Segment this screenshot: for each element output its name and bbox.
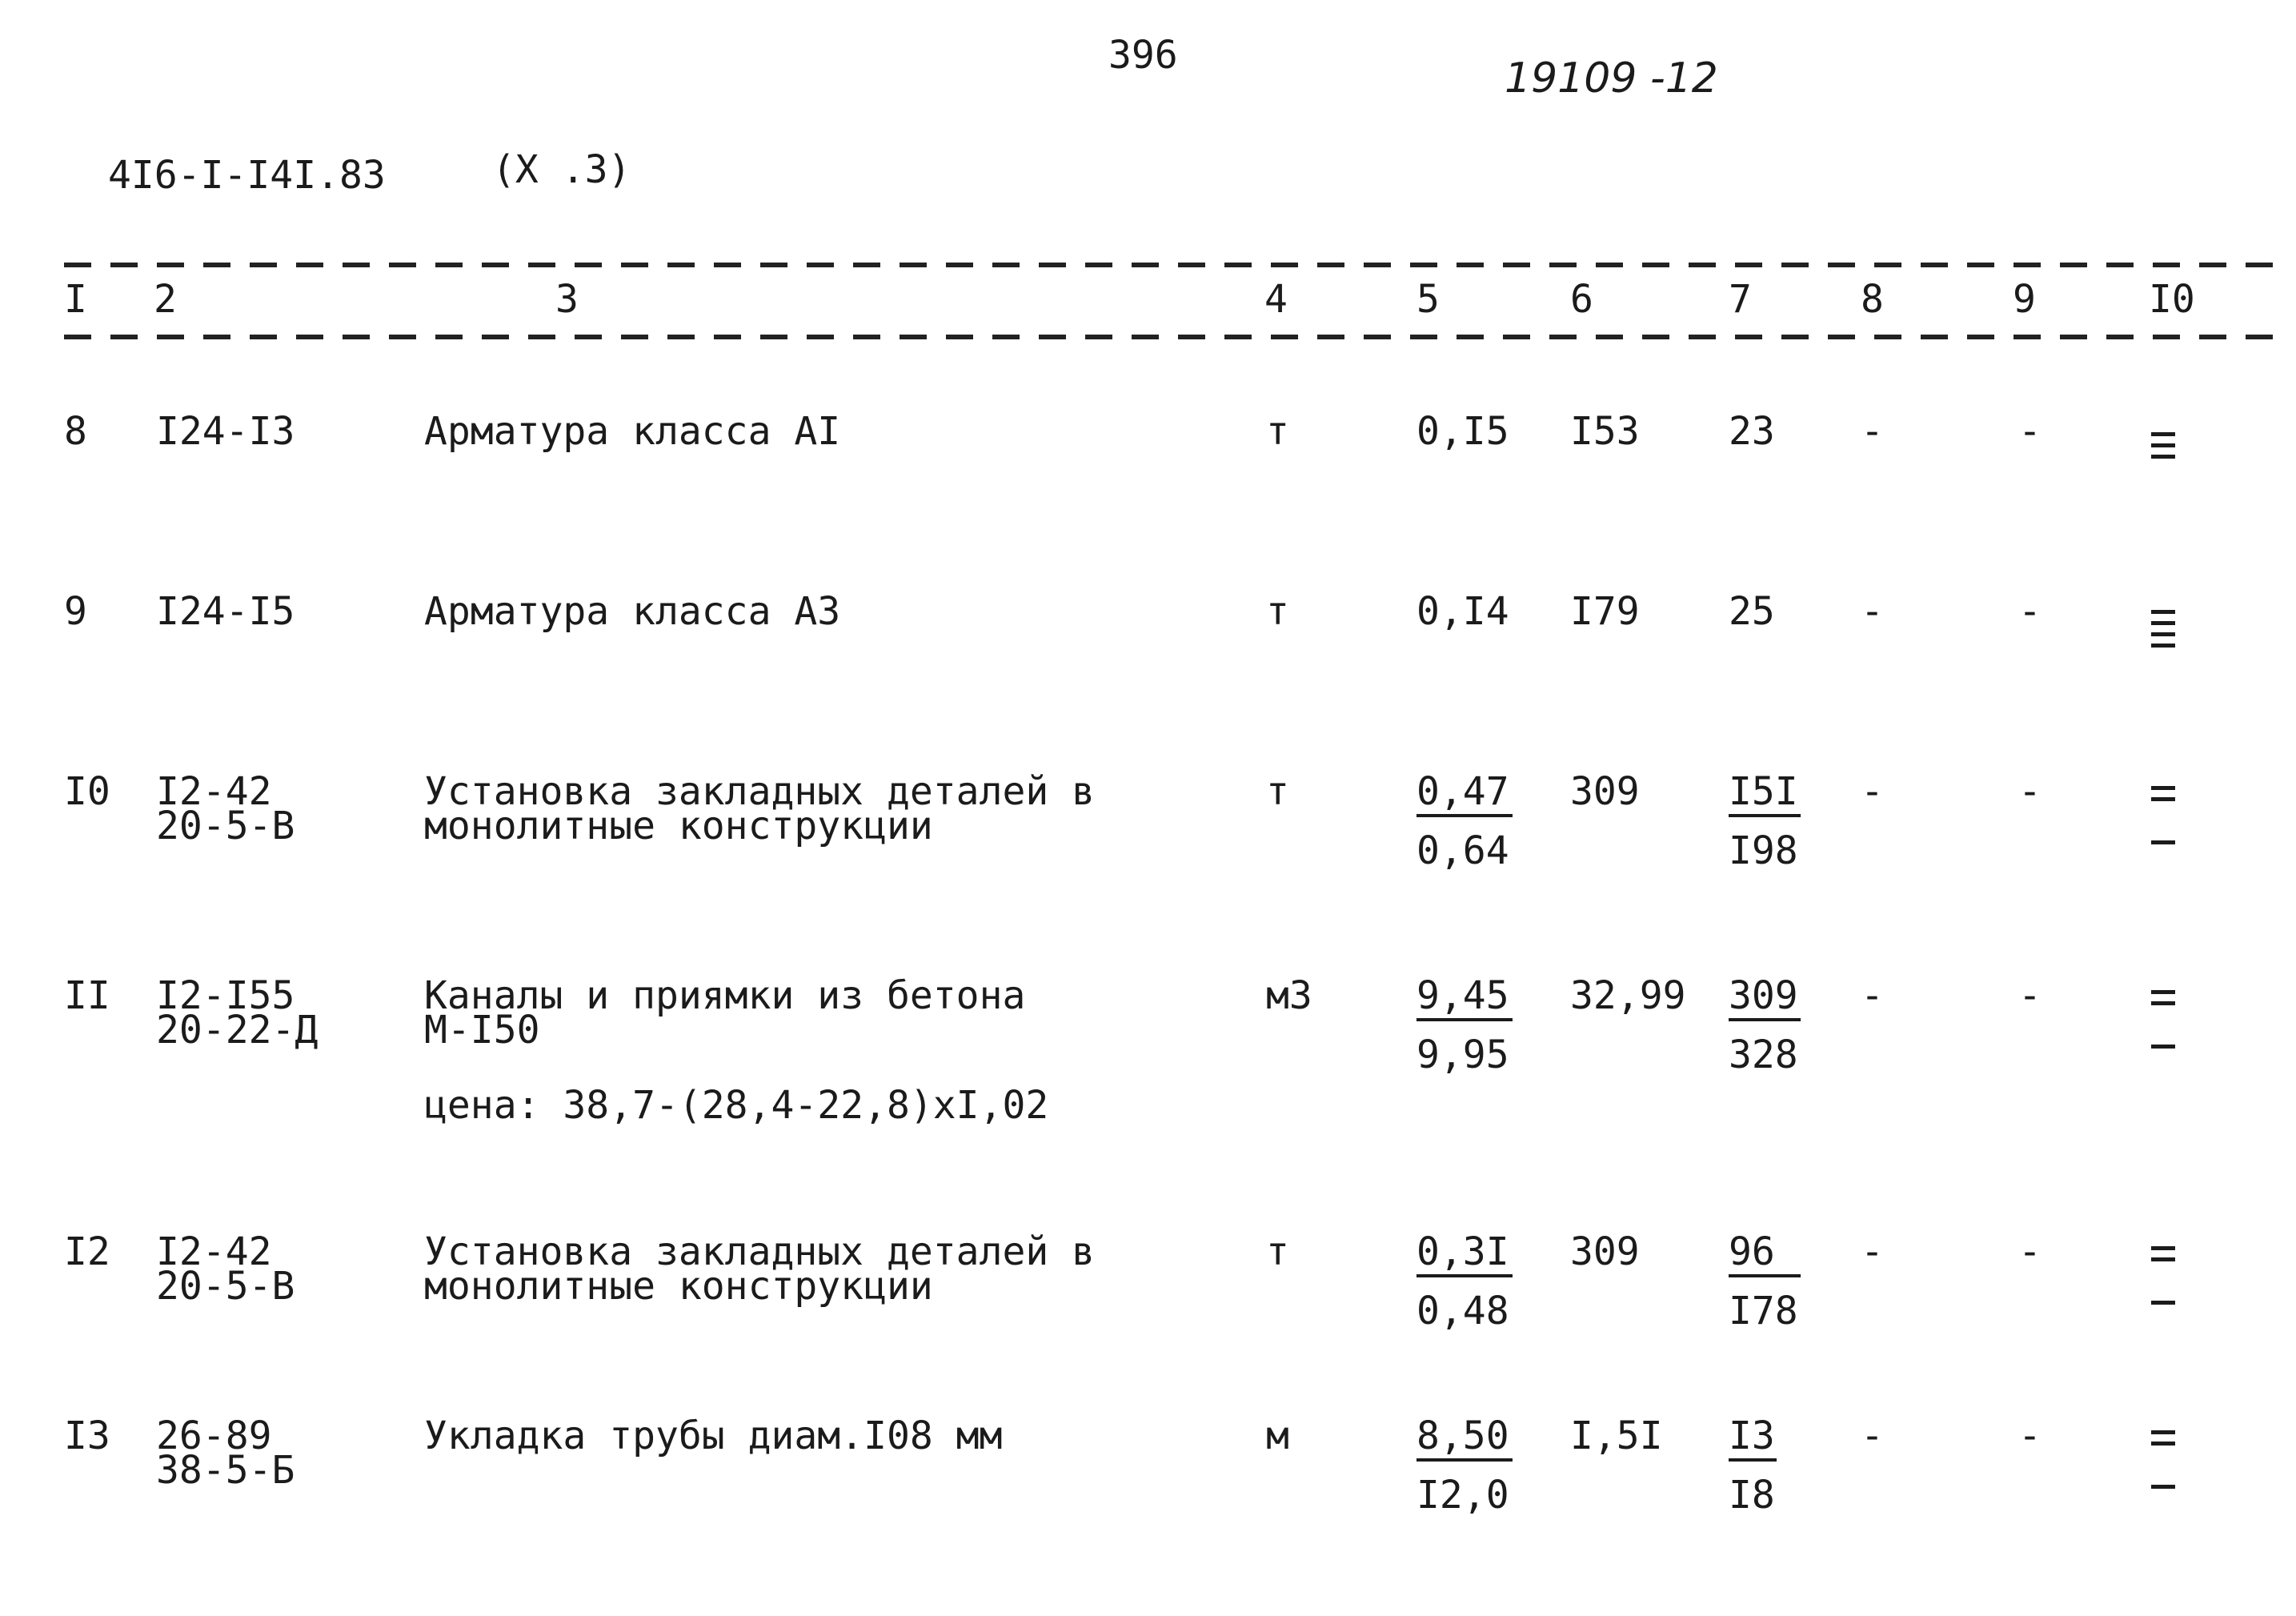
row-col5-fraction <box>1416 769 1513 873</box>
row-description: Арматура класса AI <box>424 409 841 454</box>
sheet-ref: (X .3) <box>492 147 631 192</box>
denominator: 0,64 <box>1416 828 1509 873</box>
col-header-7: 7 <box>1729 277 1752 322</box>
row-description-line2: М-I50 <box>424 1008 540 1053</box>
row-code-line1: I2-I55 <box>156 973 295 1018</box>
row-description-line1: Установка закладных деталей в <box>424 1229 1096 1274</box>
row-col10-marks <box>2151 610 2175 655</box>
col-header-6: 6 <box>1570 277 1593 322</box>
row-col9: - <box>2018 769 2042 814</box>
row-col5-fraction <box>1416 1229 1513 1333</box>
handwritten-ref: 19109 -12 <box>1505 54 1718 102</box>
row-col6: I53 <box>1570 409 1640 454</box>
row-col7: 23 <box>1729 409 1775 454</box>
row-code: I24-I5 <box>156 589 295 634</box>
denominator: I78 <box>1729 1289 1798 1333</box>
row-unit: т <box>1266 769 1289 814</box>
row-col6: I79 <box>1570 589 1640 634</box>
row-col10-mark-lower <box>2151 840 2175 852</box>
row-col10-mark-lower <box>2151 1045 2175 1056</box>
col-header-5: 5 <box>1416 277 1440 322</box>
row-col9: - <box>2018 589 2042 634</box>
header-bottom-rule <box>64 335 2273 339</box>
row-number: 8 <box>64 409 87 454</box>
row-unit: м3 <box>1266 973 1312 1018</box>
row-number: II <box>64 973 110 1018</box>
row-col6: 32,99 <box>1570 973 1686 1018</box>
row-col7: 25 <box>1729 589 1775 634</box>
row-code-line2: 20-5-В <box>156 804 295 848</box>
denominator: I2,0 <box>1416 1473 1509 1518</box>
col-header-8: 8 <box>1861 277 1884 322</box>
row-col8: - <box>1861 409 1884 454</box>
row-col10-marks <box>2151 1246 2175 1269</box>
row-code: I24-I3 <box>156 409 295 454</box>
col-header-2: 2 <box>154 277 177 322</box>
col-header-10: I0 <box>2149 277 2195 322</box>
row-number: I0 <box>64 769 110 814</box>
row-price-note: цена: 38,7-(28,4-22,8)xI,02 <box>424 1083 1049 1128</box>
row-col7-fraction <box>1729 769 1801 873</box>
denominator: 9,95 <box>1416 1033 1509 1077</box>
row-col8: - <box>1861 1413 1884 1458</box>
row-col7-fraction <box>1729 973 1801 1077</box>
row-col9: - <box>2018 1229 2042 1274</box>
denominator: I8 <box>1729 1473 1775 1518</box>
row-code-line2: 20-5-В <box>156 1264 295 1309</box>
row-col6: 309 <box>1570 769 1640 814</box>
page-number: 396 <box>1108 33 1178 78</box>
row-col10-mark-lower <box>2151 1485 2175 1496</box>
row-description-line2: монолитные конструкции <box>424 1264 933 1309</box>
row-col9: - <box>2018 1413 2042 1458</box>
row-description-line2: монолитные конструкции <box>424 804 933 848</box>
col-header-3: 3 <box>555 277 579 322</box>
row-col5: 0,I4 <box>1416 589 1509 634</box>
row-unit: т <box>1266 1229 1289 1274</box>
row-col7-fraction <box>1729 1413 1777 1518</box>
denominator: 0,48 <box>1416 1289 1509 1333</box>
row-unit: т <box>1266 589 1289 634</box>
row-description-line1: Установка закладных деталей в <box>424 769 1096 814</box>
numerator: I3 <box>1729 1417 1777 1462</box>
denominator: I98 <box>1729 828 1798 873</box>
row-col10-marks <box>2151 1430 2175 1453</box>
row-col10-mark-lower <box>2151 1301 2175 1312</box>
numerator: 8,50 <box>1416 1417 1513 1462</box>
row-col7-fraction <box>1729 1229 1801 1333</box>
doc-code: 4I6-I-I4I.83 <box>108 153 386 198</box>
denominator: 328 <box>1729 1033 1798 1077</box>
col-header-1: I <box>64 277 87 322</box>
row-code-line1: I2-42 <box>156 769 272 814</box>
row-col8: - <box>1861 973 1884 1018</box>
row-col10-marks <box>2151 786 2175 808</box>
row-number: I3 <box>64 1413 110 1458</box>
row-description: Укладка трубы диам.I08 мм <box>424 1413 1003 1458</box>
numerator: I5I <box>1729 772 1801 817</box>
numerator: 9,45 <box>1416 976 1513 1021</box>
header-top-rule <box>64 263 2273 267</box>
col-header-4: 4 <box>1264 277 1288 322</box>
row-col6: I,5I <box>1570 1413 1663 1458</box>
row-description: Арматура класса A3 <box>424 589 841 634</box>
row-col8: - <box>1861 769 1884 814</box>
numerator: 309 <box>1729 976 1801 1021</box>
row-description-line1: Каналы и приямки из бетона <box>424 973 1026 1018</box>
col-header-9: 9 <box>2013 277 2036 322</box>
row-col10-marks <box>2151 432 2175 466</box>
numerator: 96 <box>1729 1233 1801 1277</box>
row-col10-marks <box>2151 990 2175 1013</box>
row-col5-fraction <box>1416 973 1513 1077</box>
row-col8: - <box>1861 1229 1884 1274</box>
row-col8: - <box>1861 589 1884 634</box>
numerator: 0,3I <box>1416 1233 1513 1277</box>
row-col6: 309 <box>1570 1229 1640 1274</box>
row-col5-fraction <box>1416 1413 1513 1518</box>
row-code-line2: 20-22-Д <box>156 1008 319 1053</box>
row-code-line1: 26-89 <box>156 1413 272 1458</box>
row-number: I2 <box>64 1229 110 1274</box>
row-number: 9 <box>64 589 87 634</box>
row-code-line1: I2-42 <box>156 1229 272 1274</box>
row-code-line2: 38-5-Б <box>156 1448 295 1493</box>
row-col9: - <box>2018 973 2042 1018</box>
row-unit: т <box>1266 409 1289 454</box>
row-col9: - <box>2018 409 2042 454</box>
row-unit: м <box>1266 1413 1289 1458</box>
numerator: 0,47 <box>1416 772 1513 817</box>
row-col5: 0,I5 <box>1416 409 1509 454</box>
